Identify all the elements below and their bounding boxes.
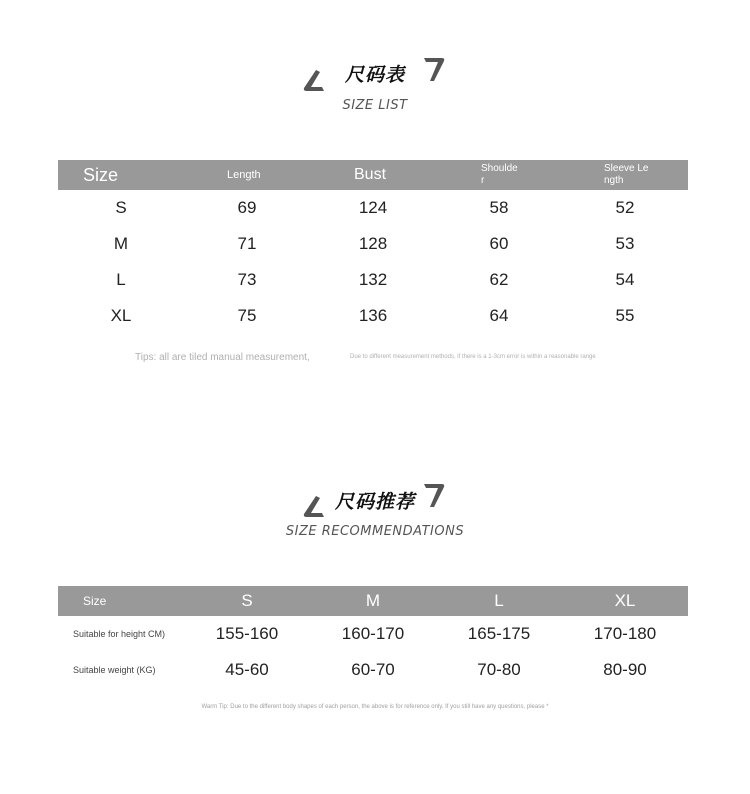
size-rec-title-cn: 尺码推荐 bbox=[334, 491, 415, 513]
header-shoulder: Shoulder bbox=[481, 163, 518, 186]
table-cell: 45-60 bbox=[225, 660, 269, 679]
header-l: L bbox=[494, 591, 504, 610]
header-m: M bbox=[365, 591, 381, 610]
table-cell: 64 bbox=[489, 306, 509, 325]
table-cell: 128 bbox=[358, 234, 388, 253]
table-row bbox=[58, 616, 688, 652]
size-list-title-en: SIZE LIST bbox=[342, 98, 408, 113]
table-cell: 60 bbox=[489, 234, 509, 253]
table-cell: 58 bbox=[489, 198, 509, 217]
table-cell: 170-180 bbox=[593, 624, 657, 643]
header-size: Size bbox=[83, 594, 107, 608]
table-cell: 55 bbox=[615, 306, 635, 325]
size-rec-header-row bbox=[58, 586, 688, 616]
size-rec-table bbox=[58, 586, 688, 688]
size-rec-heading bbox=[0, 478, 750, 548]
table-row bbox=[58, 298, 688, 334]
size-rec-title-en: SIZE RECOMMENDATIONS bbox=[285, 524, 465, 539]
header-sleeve-length: Sleeve Length bbox=[604, 163, 649, 186]
table-cell: 160-170 bbox=[341, 624, 405, 643]
table-row bbox=[58, 262, 688, 298]
size-list-title-cn: 尺码表 bbox=[344, 64, 405, 86]
header-length: Length bbox=[227, 169, 261, 181]
header-xl: XL bbox=[614, 591, 636, 610]
header-bust: Bust bbox=[354, 166, 387, 183]
table-cell: 60-70 bbox=[351, 660, 395, 679]
table-cell: 124 bbox=[358, 198, 388, 217]
size-list-heading bbox=[0, 52, 750, 122]
table-cell: 52 bbox=[615, 198, 635, 217]
size-list-tip-right: Due to different measurement methods, if there is a 1-3cm error is within a reasonable range bbox=[350, 354, 596, 360]
table-cell: S bbox=[115, 198, 127, 217]
table-row bbox=[58, 190, 688, 226]
table-cell: 75 bbox=[237, 306, 257, 325]
table-cell: M bbox=[113, 234, 129, 253]
table-cell: 69 bbox=[237, 198, 257, 217]
table-cell: 73 bbox=[237, 270, 257, 289]
table-cell: 62 bbox=[489, 270, 509, 289]
table-cell: 132 bbox=[358, 270, 388, 289]
table-cell: 71 bbox=[237, 234, 257, 253]
row-label-weight: Suitable weight (KG) bbox=[73, 665, 156, 675]
size-rec-tip: Warm Tip: Due to the different body shapes of each person, the above is for reference only. If you still have any questions, please * bbox=[201, 704, 549, 710]
table-cell: 80-90 bbox=[603, 660, 647, 679]
header-s: S bbox=[241, 591, 253, 610]
table-cell: XL bbox=[110, 306, 132, 325]
table-row bbox=[58, 226, 688, 262]
table-cell: L bbox=[116, 270, 126, 289]
size-list-tip-left: Tips: all are tiled manual measurement, bbox=[135, 352, 310, 363]
table-cell: 155-160 bbox=[215, 624, 279, 643]
table-cell: 70-80 bbox=[477, 660, 521, 679]
header-size: Size bbox=[83, 164, 119, 185]
row-label-height: Suitable for height CM) bbox=[73, 629, 166, 639]
size-list-table bbox=[58, 160, 688, 334]
table-cell: 136 bbox=[358, 306, 388, 325]
table-row bbox=[58, 652, 688, 688]
table-cell: 165-175 bbox=[467, 624, 531, 643]
table-cell: 54 bbox=[615, 270, 635, 289]
size-list-header-row bbox=[58, 160, 688, 190]
table-cell: 53 bbox=[615, 234, 635, 253]
